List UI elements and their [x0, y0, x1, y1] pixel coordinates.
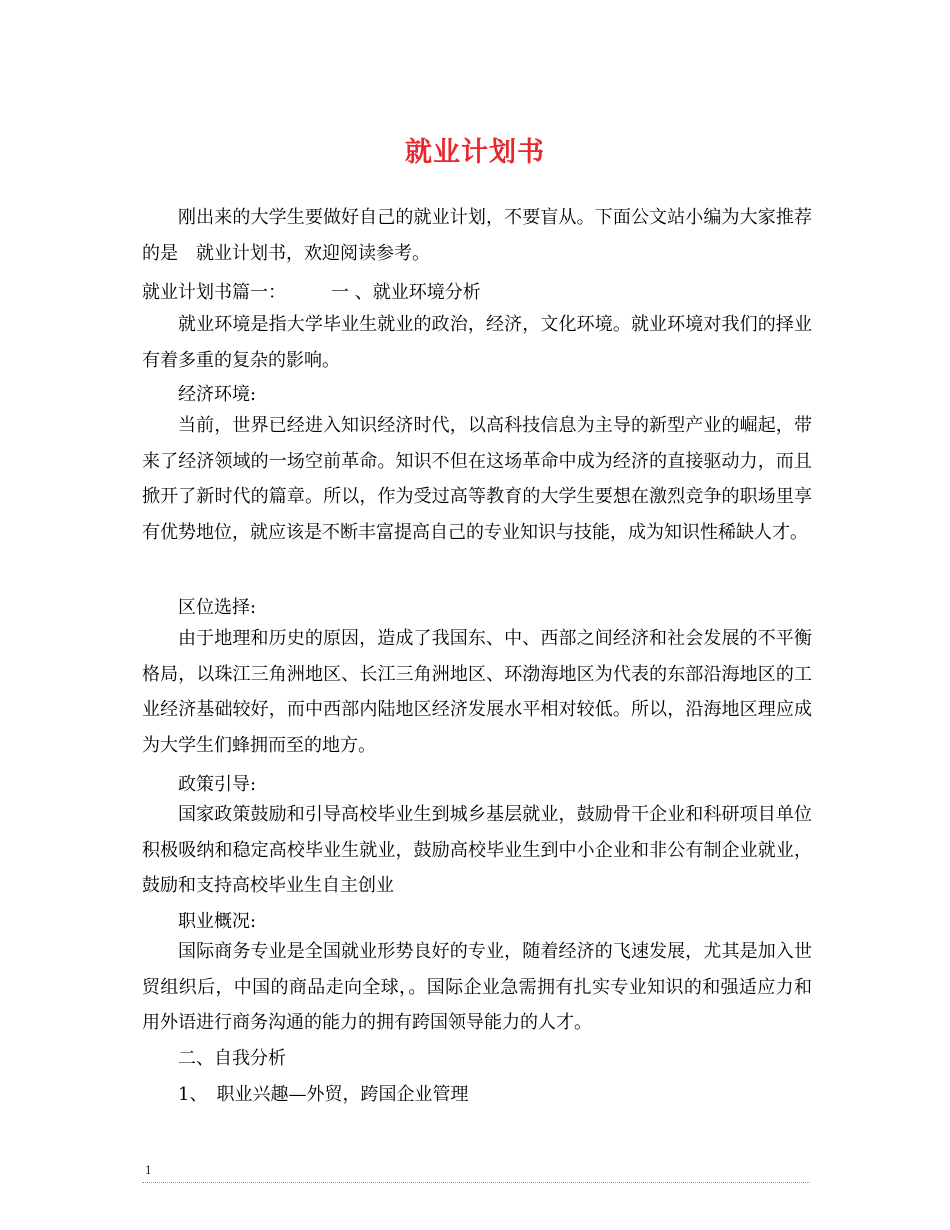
paragraph-career: 国际商务专业是全国就业形势良好的专业，随着经济的飞速发展，尤其是加入世贸组织后，中国的商品走向全球，。国际企业急需拥有扎实专业知识的和强适应力和用外语进行商务沟通的能力的拥有跨国领导能力的人才。: [142, 941, 812, 1034]
paragraph-policy: 国家政策鼓励和引导高校毕业生到城乡基层就业，鼓励骨干企业和科研项目单位积极吸纳和稳定高校毕业生就业，鼓励高校毕业生到中小企业和非公有制企业就业，鼓励和支持高校毕业生自主创业: [142, 804, 812, 897]
list-item-interest: 1、 职业兴趣—外贸，跨国企业管理: [178, 1084, 469, 1105]
document-title: 就业计划书: [405, 137, 545, 168]
page-number: 1: [145, 1162, 152, 1177]
paragraph-location: 由于地理和历史的原因，造成了我国东、中、西部之间经济和社会发展的不平衡格局，以珠江三角洲地区、长江三角洲地区、环渤海地区为代表的东部沿海地区的工业经济基础较好，而中西部内陆地区经济发展水平相对较低。所以，沿海地区理应成为大学生们蜂拥而至的地方。: [142, 628, 812, 756]
subheading-policy: 政策引导:: [178, 774, 257, 795]
intro-paragraph: 刚出来的大学生要做好自己的就业计划，不要盲从。下面公文站小编为大家推荐的是 就业计划书，欢迎阅读参考。: [142, 207, 812, 264]
section-heading-self-analysis: 二、自我分析: [178, 1048, 286, 1069]
paragraph-environment-definition: 就业环境是指大学毕业生就业的政治，经济，文化环境。就业环境对我们的择业有着多重的复杂的影响。: [142, 314, 812, 371]
footer-divider: [142, 1182, 810, 1183]
paragraph-economic: 当前，世界已经进入知识经济时代，以高科技信息为主导的新型产业的崛起，带来了经济领域的一场空前革命。知识不但在这场革命中成为经济的直接驱动力，而且掀开了新时代的篇章。所以，作为受过高等教育的大学生要想在激烈竞争的职场里享有优势地位，就应该是不断丰富提高自己的专业知识与技能，成为知识性稀缺人才。: [142, 415, 812, 543]
subheading-career: 职业概况:: [178, 911, 257, 932]
section-heading-environment: 就业计划书篇一： 一 、就业环境分析: [142, 282, 481, 303]
subheading-economic: 经济环境:: [178, 384, 257, 405]
subheading-location: 区位选择:: [178, 597, 257, 618]
